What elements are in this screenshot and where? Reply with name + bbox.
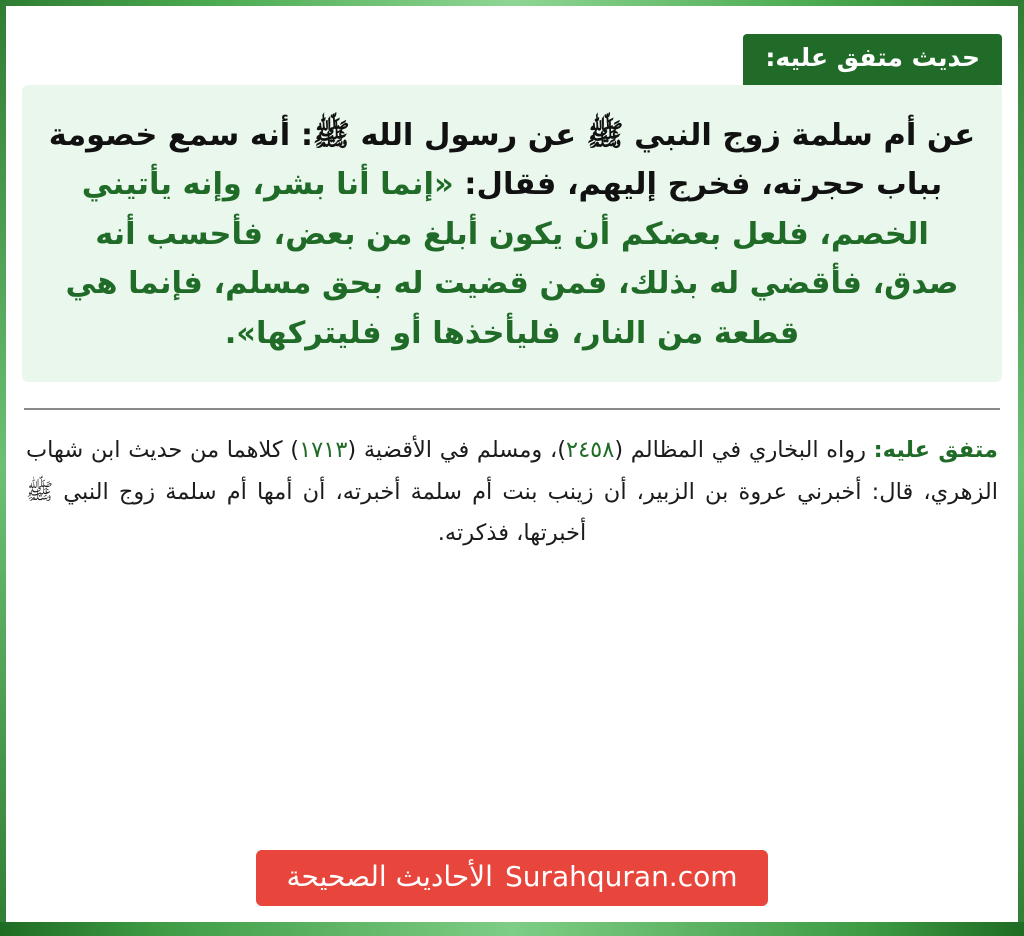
hadith-narration-part: عن أم سلمة زوج النبي ﷺ عن رسول الله ﷺ: أنه سمع خصومة بباب حجرته، فخرج إليهم، فقال: <box>48 118 976 203</box>
footer-row <box>22 850 1002 906</box>
hadith-paragraph <box>48 111 976 358</box>
source-text-1: رواه البخاري في المظالم ( <box>614 437 867 464</box>
source-text-2: )، ومسلم في الأقضية ( <box>347 437 566 464</box>
hadith-quote-part: «إنما أنا بشر، وإنه يأتيني الخصم، فلعل بعضكم أن يكون أبلغ من بعض، فأحسب أنه صدق، فأقضي له بذلك، فمن قضيت له بحق مسلم، فإنما هي قطعة من النار، فليأخذها أو فليتركها». <box>65 167 959 351</box>
status-badge: حديث متفق عليه: <box>743 34 1002 85</box>
collection-title: الأحاديث الصحيحة <box>286 860 493 893</box>
grade-row <box>22 34 1002 85</box>
section-divider <box>24 408 1000 410</box>
site-name: Surahquran.com <box>504 860 738 893</box>
source-text-3: ) كلاهما من حديث ابن شهاب الزهري، قال: أخبرني عروة بن الزبير، أن زينب بنت أم سلمة أخبرته، أن أمها أم سلمة زوج النبي ﷺ أخبرتها، فذكرته. <box>26 437 998 547</box>
hadith-text-box <box>22 85 1002 382</box>
source-attribution <box>26 430 998 555</box>
source-label: متفق عليه: <box>873 437 998 464</box>
source-number-muslim: ١٧١٣ <box>299 437 348 464</box>
site-footer-badge[interactable] <box>256 850 767 906</box>
source-number-bukhari: ٢٤٥٨ <box>565 437 615 464</box>
